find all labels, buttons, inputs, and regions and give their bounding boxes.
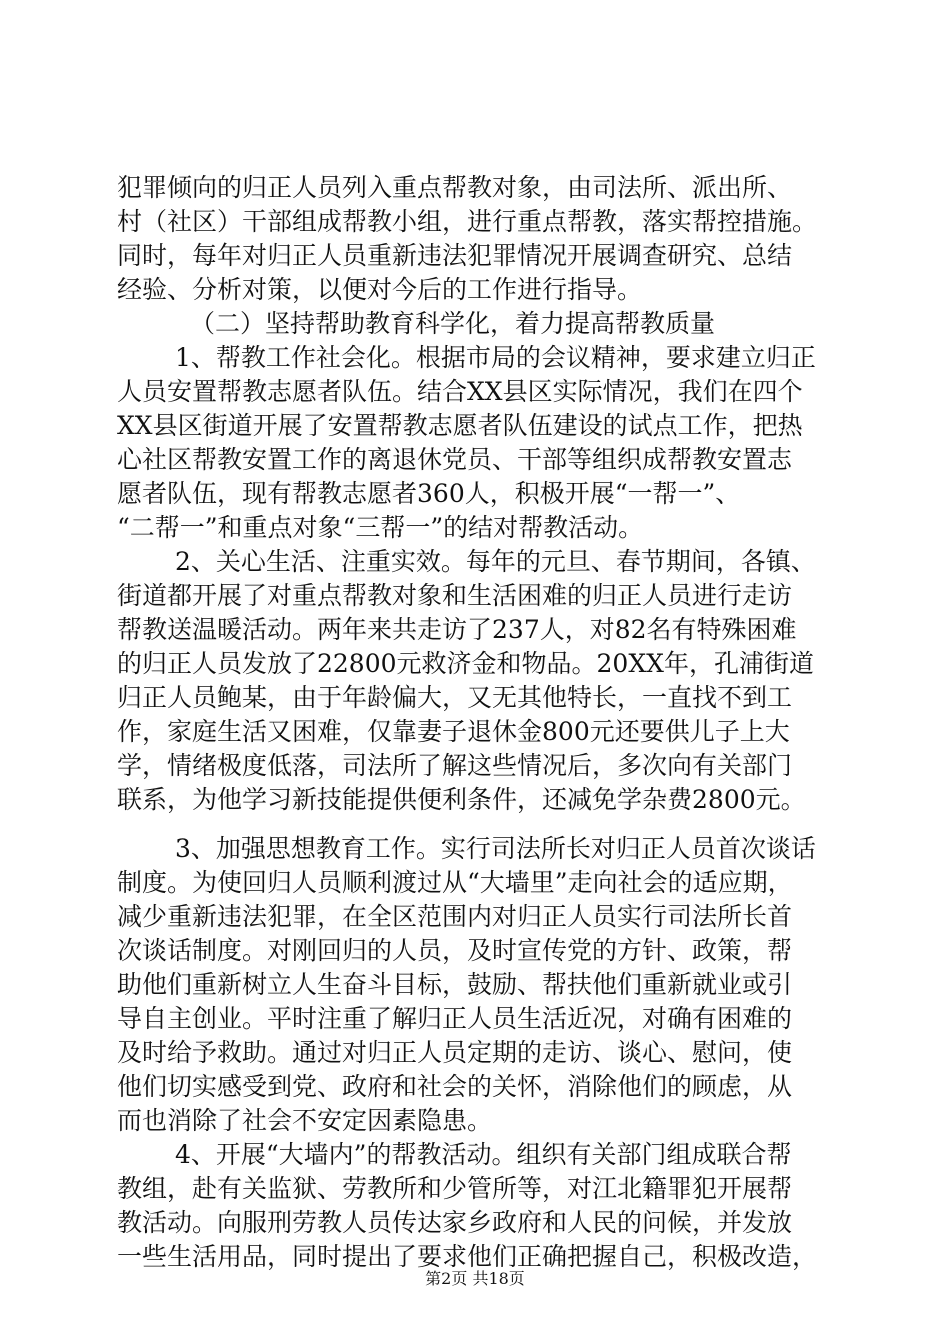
- text-line: 联系，为他学习新技能提供便利条件，还减免学杂费2800元。: [117, 785, 806, 814]
- text-line: XX县区街道开展了安置帮教志愿者队伍建设的试点工作，把热: [117, 411, 803, 440]
- text-line: 犯罪倾向的归正人员列入重点帮教对象，由司法所、派出所、: [117, 173, 793, 202]
- text-line: 作，家庭生活又困难，仅靠妻子退休金800元还要供儿子上大: [117, 717, 790, 746]
- text-line: 心社区帮教安置工作的离退休党员、干部等组织成帮教安置志: [117, 445, 793, 474]
- text-line: 及时给予救助。通过对归正人员定期的走访、谈心、慰问，使: [117, 1038, 793, 1067]
- text-line: 帮教送温暖活动。两年来共走访了237人，对82名有特殊困难: [117, 615, 797, 644]
- text-line: 1、帮教工作社会化。根据市局的会议精神，要求建立归正: [175, 343, 816, 372]
- text-line: 教活动。向服刑劳教人员传达家乡政府和人民的问候，并发放: [117, 1208, 793, 1237]
- text-line: 街道都开展了对重点帮教对象和生活困难的归正人员进行走访: [117, 581, 793, 610]
- text-line: 归正人员鲍某，由于年龄偏大，又无其他特长，一直找不到工: [117, 683, 793, 712]
- text-line: 学，情绪极度低落，司法所了解这些情况后，多次向有关部门: [117, 751, 793, 780]
- text-line: 制度。为使回归人员顺利渡过从“大墙里”走向社会的适应期，: [117, 868, 793, 897]
- text-line: 助他们重新树立人生奋斗目标，鼓励、帮扶他们重新就业或引: [117, 970, 793, 999]
- text-line: 而也消除了社会不安定因素隐患。: [117, 1106, 493, 1135]
- text-line: 他们切实感受到党、政府和社会的关怀，消除他们的顾虑，从: [117, 1072, 793, 1101]
- text-line: 经验、分析对策，以便对今后的工作进行指导。: [117, 275, 643, 304]
- text-line: “二帮一”和重点对象“三帮一”的结对帮教活动。: [117, 513, 644, 542]
- text-line: 愿者队伍，现有帮教志愿者360人，积极开展“一帮一”、: [117, 479, 741, 508]
- page-footer: 第2页 共18页: [425, 1269, 525, 1288]
- text-line: 同时，每年对归正人员重新违法犯罪情况开展调查研究、总结: [117, 241, 793, 270]
- text-line: 一些生活用品，同时提出了要求他们正确把握自己，积极改造，: [117, 1242, 818, 1271]
- text-line: 次谈话制度。对刚回归的人员，及时宣传党的方针、政策，帮: [117, 936, 793, 965]
- text-line: 人员安置帮教志愿者队伍。结合XX县区实际情况，我们在四个: [117, 377, 803, 406]
- text-line: 2、关心生活、注重实效。每年的元旦、春节期间，各镇、: [175, 547, 816, 576]
- text-line: 教组，赴有关监狱、劳教所和少管所等，对江北籍罪犯开展帮: [117, 1174, 793, 1203]
- text-line: （二）坚持帮助教育科学化，着力提高帮教质量: [190, 309, 716, 338]
- text-line: 减少重新违法犯罪，在全区范围内对归正人员实行司法所长首: [117, 902, 793, 931]
- text-line: 4、开展“大墙内”的帮教活动。组织有关部门组成联合帮: [175, 1140, 792, 1169]
- text-line: 的归正人员发放了22800元救济金和物品。20XX年，孔浦街道: [117, 649, 814, 678]
- text-line: 3、加强思想教育工作。实行司法所长对归正人员首次谈话: [175, 834, 816, 863]
- text-line: 导自主创业。平时注重了解归正人员生活近况，对确有困难的: [117, 1004, 793, 1033]
- text-line: 村（社区）干部组成帮教小组，进行重点帮教，落实帮控措施。: [117, 207, 818, 236]
